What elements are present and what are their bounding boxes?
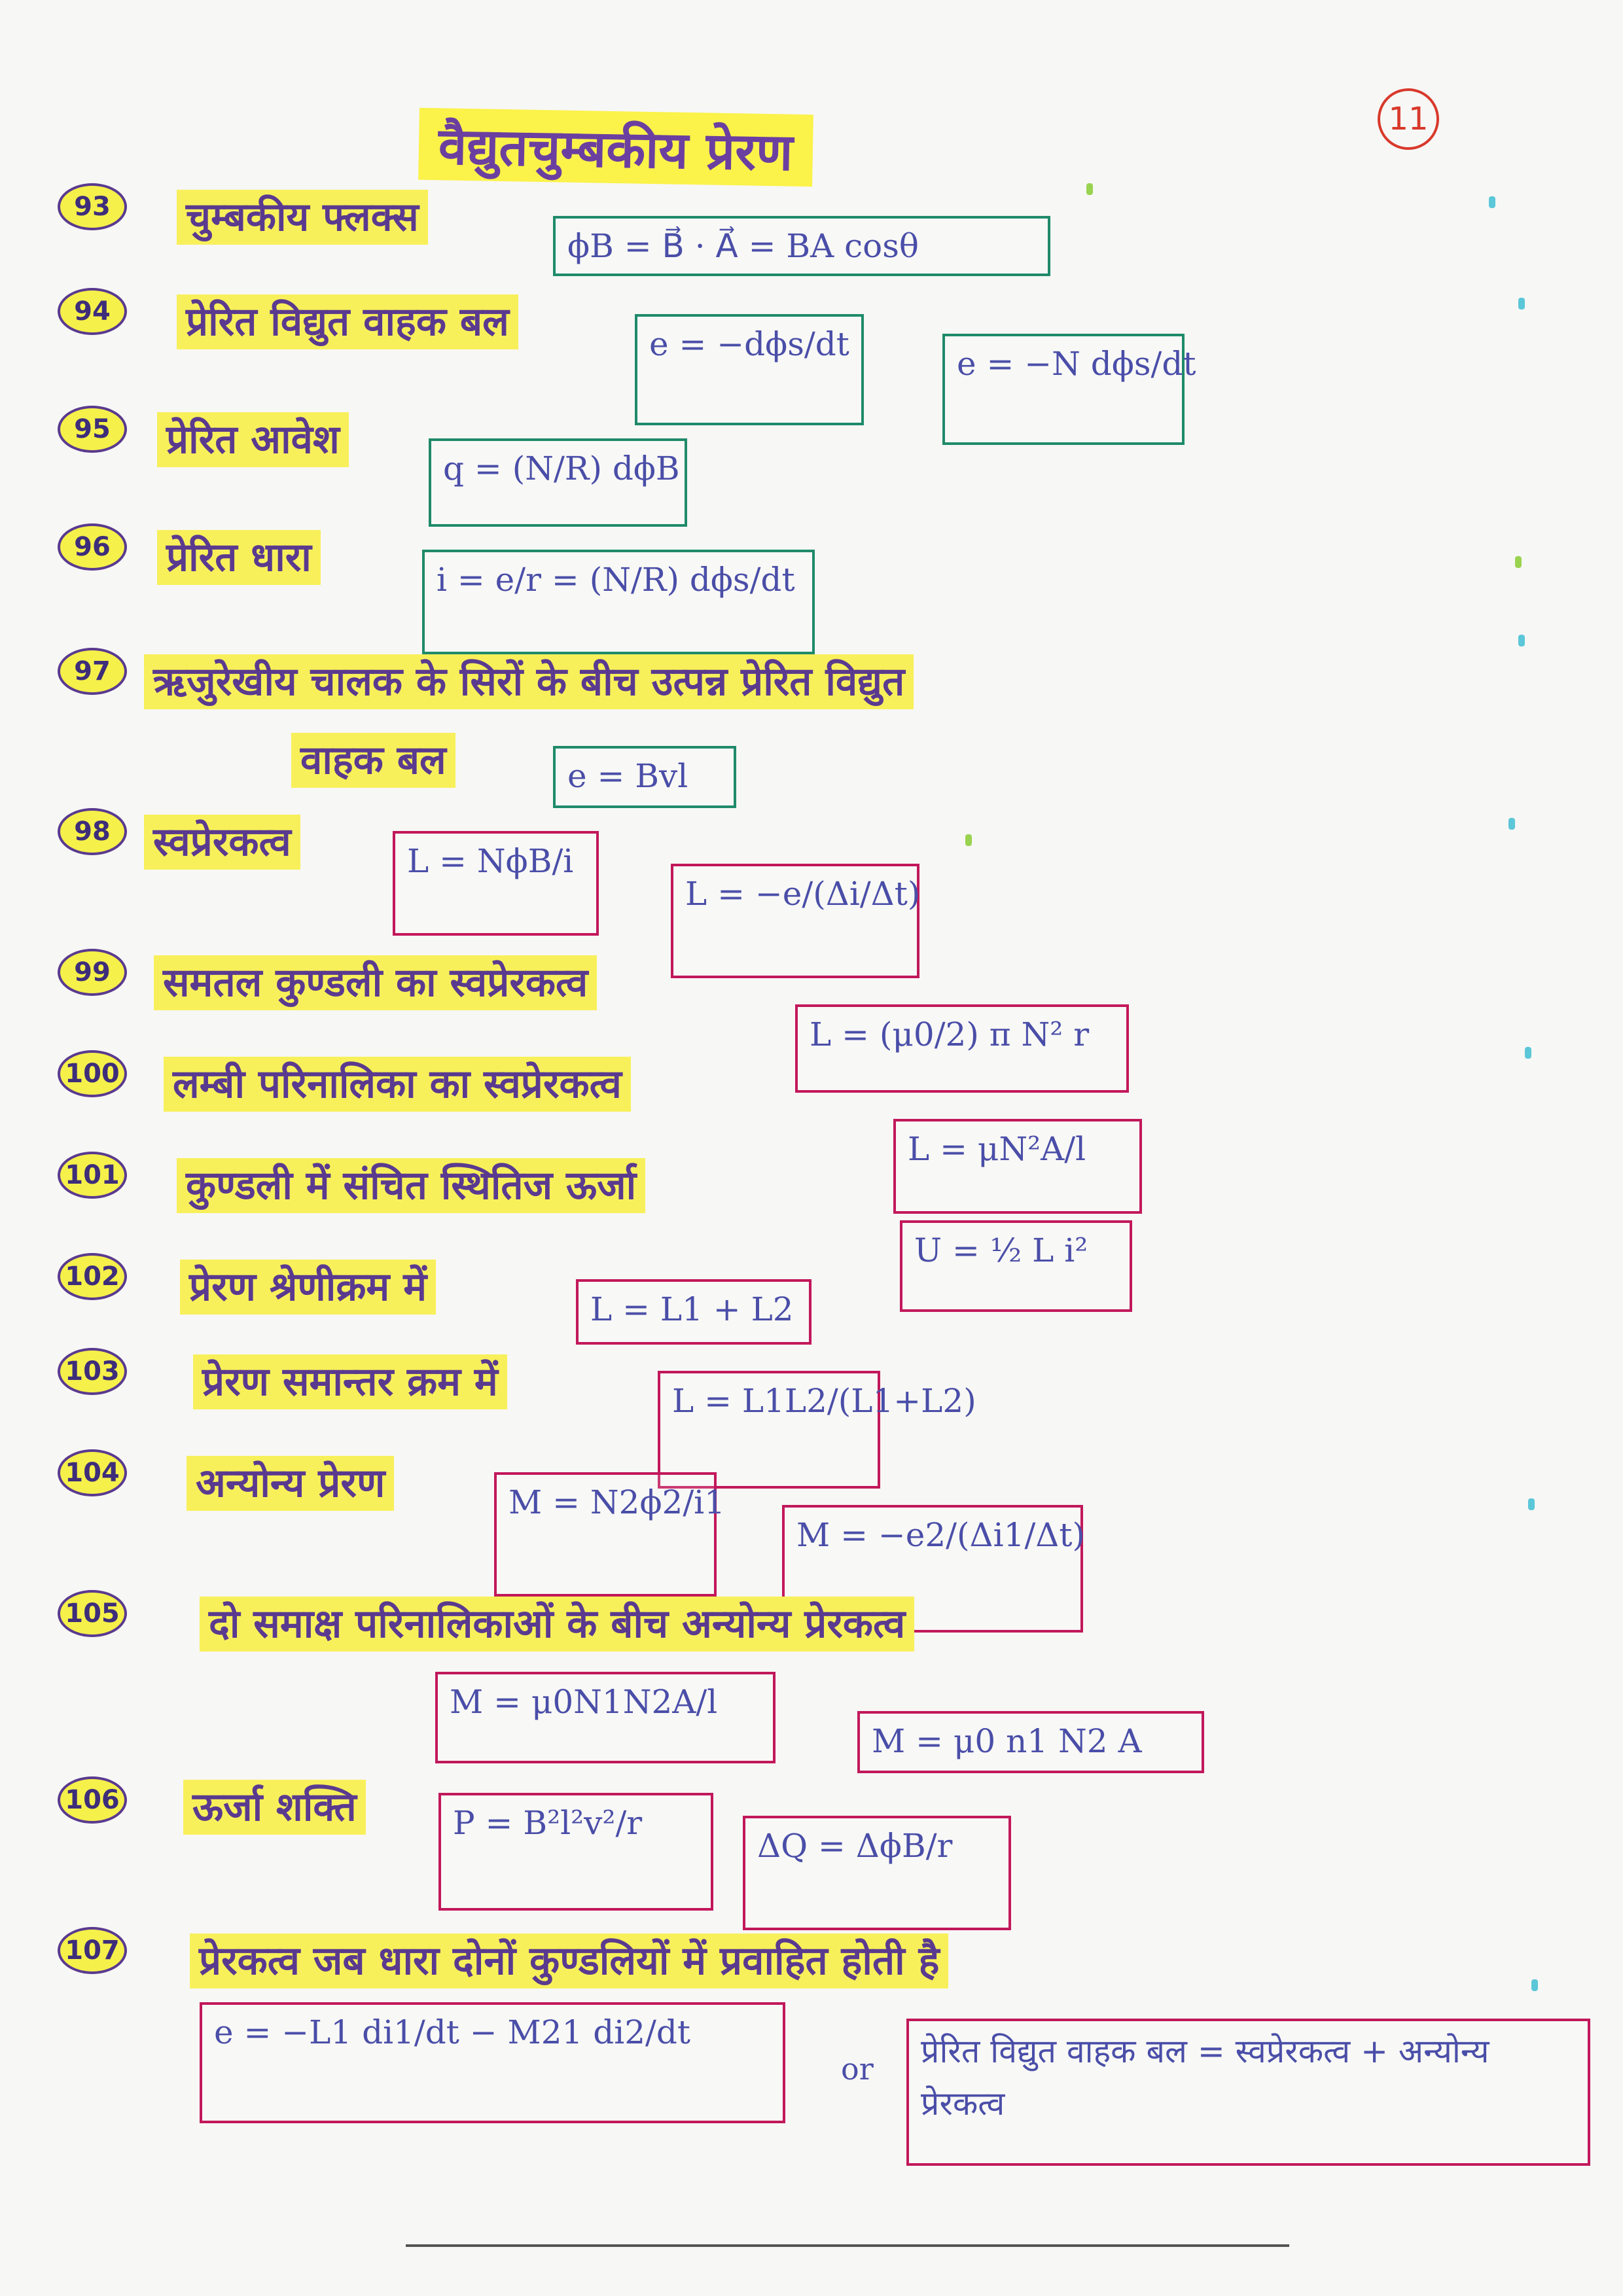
page-title: वैद्युतचुम्बकीय प्रेरण [418, 108, 813, 186]
ink-dot [1489, 196, 1495, 208]
item-label-continued: वाहक बल [291, 733, 455, 788]
formula-box: U = ½ L i² [900, 1220, 1132, 1312]
page-number: 11 [1378, 88, 1439, 150]
formula-box: प्रेरित विद्युत वाहक बल = स्वप्रेरकत्व + अन्योन्य प्रेरकत्व [906, 2019, 1590, 2166]
item-label: चुम्बकीय फ्लक्स [177, 190, 428, 245]
item-number: 107 [58, 1927, 127, 1974]
ink-dot [1525, 1047, 1531, 1059]
page-bottom-rule [406, 2244, 1289, 2247]
formula-box: e = −N dϕs/dt [942, 334, 1185, 445]
item-number: 98 [58, 808, 127, 855]
item-label: प्रेरित धारा [157, 530, 321, 585]
ink-dot [1518, 635, 1525, 646]
item-label: कुण्डली में संचित स्थितिज ऊर्जा [177, 1158, 645, 1213]
or-connector: or [841, 2051, 874, 2087]
item-number: 101 [58, 1152, 127, 1199]
formula-box: L = NϕB/i [393, 831, 599, 936]
item-number: 105 [58, 1590, 127, 1637]
item-number: 99 [58, 949, 127, 996]
formula-box: e = Bvl [553, 746, 736, 808]
formula-box: L = −e/(Δi/Δt) [671, 864, 919, 978]
formula-box: ΔQ = ΔϕB/r [743, 1816, 1011, 1930]
formula-box: M = N2ϕ2/i1 [494, 1472, 717, 1597]
item-label: दो समाक्ष परिनालिकाओं के बीच अन्योन्य प्रेरकत्व [200, 1597, 914, 1651]
item-label: स्वप्रेरकत्व [144, 815, 300, 870]
ink-dot [1508, 818, 1515, 830]
item-label: समतल कुण्डली का स्वप्रेरकत्व [154, 955, 597, 1010]
formula-box: M = μ0 n1 N2 A [857, 1711, 1204, 1773]
formula-box: M = −e2/(Δi1/Δt) [782, 1505, 1083, 1633]
item-number: 97 [58, 648, 127, 695]
formula-box: i = e/r = (N/R) dϕs/dt [422, 550, 815, 654]
formula-box: q = (N/R) dϕB [429, 438, 687, 527]
item-label: प्रेरकत्व जब धारा दोनों कुण्डलियों में प्रवाहित होती है [190, 1934, 948, 1988]
ink-dot [1515, 556, 1522, 568]
item-number: 100 [58, 1050, 127, 1097]
formula-box: L = L1L2/(L1+L2) [658, 1371, 880, 1489]
ink-dot [1086, 183, 1093, 195]
item-label: अन्योन्य प्रेरण [187, 1456, 394, 1511]
formula-box: M = μ0N1N2A/l [435, 1672, 776, 1763]
ink-dot [1531, 1979, 1538, 1991]
formula-box: e = −L1 di1/dt − M21 di2/dt [200, 2002, 785, 2123]
item-number: 106 [58, 1776, 127, 1824]
item-number: 94 [58, 288, 127, 335]
ink-dot [1528, 1498, 1535, 1510]
item-label: प्रेरित आवेश [157, 412, 349, 467]
item-number: 102 [58, 1253, 127, 1300]
item-label: प्रेरण श्रेणीक्रम में [180, 1260, 436, 1315]
formula-box: e = −dϕs/dt [635, 314, 864, 425]
formula-box: L = (μ0/2) π N² r [795, 1004, 1129, 1093]
item-number: 104 [58, 1449, 127, 1496]
item-number: 96 [58, 523, 127, 571]
ink-dot [965, 834, 972, 846]
item-label: प्रेरण समान्तर क्रम में [193, 1354, 507, 1409]
item-number: 103 [58, 1348, 127, 1395]
formula-box: L = L1 + L2 [576, 1279, 812, 1345]
item-label: प्रेरित विद्युत वाहक बल [177, 294, 518, 349]
item-label: ऊर्जा शक्ति [183, 1780, 366, 1835]
item-label: लम्बी परिनालिका का स्वप्रेरकत्व [164, 1057, 631, 1112]
formula-box: P = B²l²v²/r [438, 1793, 713, 1911]
formula-box: L = μN²A/l [893, 1119, 1142, 1214]
formula-box: ϕB = B⃗ · A⃗ = BA cosθ [553, 216, 1050, 276]
item-number: 95 [58, 406, 127, 453]
item-label: ऋजुरेखीय चालक के सिरों के बीच उत्पन्न प्रेरित विद्युत [144, 654, 914, 709]
ink-dot [1518, 298, 1525, 309]
item-number: 93 [58, 183, 127, 230]
